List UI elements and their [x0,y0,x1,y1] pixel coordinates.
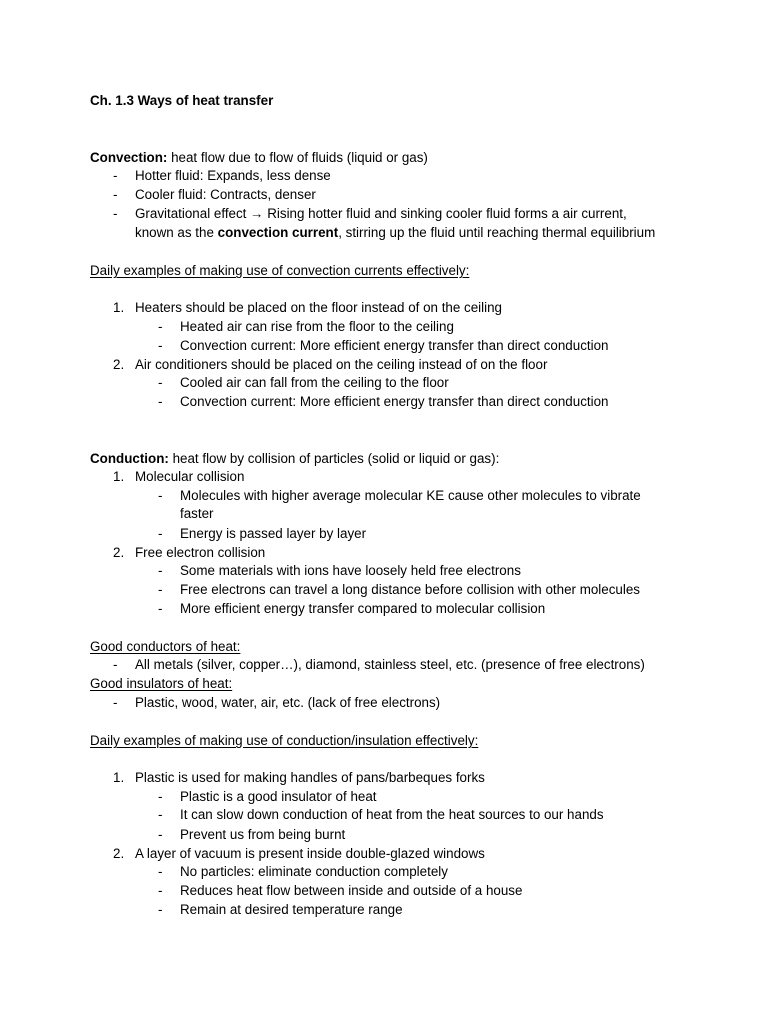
list-item: A layer of vacuum is present inside double-glazed windows [135,846,485,861]
list-number: 2. [113,357,125,372]
list-item: Heaters should be placed on the floor instead of on the ceiling [135,300,503,315]
list-item: All metals (silver, copper…), diamond, stainless steel, etc. (presence of free electrons) [135,657,645,672]
conduction-term: Conduction: [90,451,169,466]
insulators-heading: Good insulators of heat: [90,676,233,691]
convection-definition-text: heat flow due to flow of fluids (liquid or gas) [167,150,428,165]
bullet-dash: - [113,695,118,710]
sub-list-item: Some materials with ions have loosely held free electrons [180,563,521,578]
convection-term: Convection: [90,150,168,165]
bullet-dash: - [158,807,163,822]
conduction-definition-text: heat flow by collision of particles (solid or liquid or gas): [168,451,500,466]
bullet-dash: - [158,902,163,917]
list-item: Cooler fluid: Contracts, denser [135,187,316,202]
bullet-dash: - [158,563,163,578]
bullet-dash: - [158,375,163,390]
bullet-dash: - [158,601,163,616]
sub-list-item: Remain at desired temperature range [180,902,403,917]
sub-list-item: Plastic is a good insulator of heat [180,789,377,804]
continuation-pre: known as the [135,225,218,240]
bullet-dash: - [158,883,163,898]
sub-list-item: Prevent us from being burnt [180,827,346,842]
sub-list-item: It can slow down conduction of heat from the heat sources to our hands [180,807,604,822]
list-item: Hotter fluid: Expands, less dense [135,168,331,183]
sub-list-item: Energy is passed layer by layer [180,526,367,541]
list-number: 2. [113,545,125,560]
bullet-dash: - [158,488,163,503]
sub-list-item: Convection current: More efficient energy transfer than direct conduction [180,394,609,409]
list-number: 1. [113,469,125,484]
sub-list-item: More efficient energy transfer compared to molecular collision [180,601,546,616]
list-item: Air conditioners should be placed on the ceiling instead of on the floor [135,357,548,372]
convection-current-term: convection current [217,225,339,240]
convection-examples-heading: Daily examples of making use of convection currents effectively: [90,263,470,278]
conduction-examples-heading: Daily examples of making use of conduction/insulation effectively: [90,733,479,748]
sub-list-item-continuation: faster [180,506,214,521]
bullet-dash: - [113,657,118,672]
list-number: 1. [113,300,125,315]
bullet-dash: - [158,394,163,409]
continuation-post: , stirring up the fluid until reaching thermal equilibrium [338,225,656,240]
conductors-heading: Good conductors of heat: [90,639,241,654]
list-item: Molecular collision [135,469,245,484]
sub-list-item: Free electrons can travel a long distance before collision with other molecules [180,582,640,597]
sub-list-item: Cooled air can fall from the ceiling to the floor [180,375,449,390]
list-item: Gravitational effect → Rising hotter fluid and sinking cooler fluid forms a air current, [135,206,627,221]
bullet-dash: - [113,206,118,221]
sub-list-item: Molecules with higher average molecular KE cause other molecules to vibrate [180,488,641,503]
list-item: Plastic is used for making handles of pans/barbeques forks [135,770,485,785]
convection-definition [90,149,428,167]
sub-list-item: Convection current: More efficient energy transfer than direct conduction [180,338,609,353]
page-title: Ch. 1.3 Ways of heat transfer [90,93,274,108]
sub-list-item: Reduces heat flow between inside and outside of a house [180,883,523,898]
list-item-continuation [135,224,655,242]
sub-list-item: No particles: eliminate conduction completely [180,864,448,879]
bullet-dash: - [158,789,163,804]
list-number: 2. [113,846,125,861]
list-item: Plastic, wood, water, air, etc. (lack of free electrons) [135,695,441,710]
bullet-dash: - [158,827,163,842]
bullet-dash: - [113,187,118,202]
list-number: 1. [113,770,125,785]
bullet-dash: - [158,526,163,541]
conduction-definition [90,450,499,468]
bullet-dash: - [158,582,163,597]
bullet-dash: - [158,319,163,334]
bullet-dash: - [158,338,163,353]
sub-list-item: Heated air can rise from the floor to the ceiling [180,319,454,334]
bullet-dash: - [158,864,163,879]
list-item: Free electron collision [135,545,266,560]
bullet-dash: - [113,168,118,183]
